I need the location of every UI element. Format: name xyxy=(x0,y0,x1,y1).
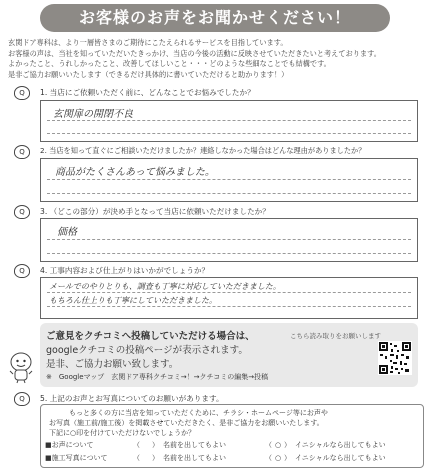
mark-name-checkbox[interactable]: （ ） xyxy=(133,454,159,462)
permission-row-photo xyxy=(45,453,419,463)
question-1-label: 1. 当店にご依頼いただく前に、どんなことでお悩みでしたか？ xyxy=(40,88,255,97)
question-icon: Q xyxy=(14,205,30,219)
photo-permission-box xyxy=(40,404,424,468)
ruled-line xyxy=(47,193,411,194)
page-title: お客様のお声をお聞かせください！ xyxy=(40,4,390,32)
row-label: ■施工写真について xyxy=(45,454,108,462)
row-label: ■お声について xyxy=(45,441,94,449)
answer-box-1 xyxy=(40,100,418,142)
answer-box-4 xyxy=(40,277,418,319)
answer-4-text-line2: もちろん仕上りも丁寧にしていただきました。 xyxy=(49,296,217,305)
ruled-line xyxy=(47,253,411,254)
answer-box-2 xyxy=(40,158,418,202)
permission-row-voice xyxy=(45,440,419,450)
q5-body-line3: 下記に○印を付けていただけないでしょうか？ xyxy=(49,429,196,437)
intro-text xyxy=(8,38,423,80)
intro-line: 玄関ドア専科は、より一層皆さまのご期待にこたえられるサービスを目指しています。 xyxy=(8,38,288,47)
review-line1: ご意見をクチコミへ投稿していただける場合は、 xyxy=(46,331,255,342)
ruled-line xyxy=(47,133,411,134)
q5-body-line1: もっと多くの方に当店を知っていただくために、チラシ・ホームページ等にお声や xyxy=(69,409,328,417)
review-line4: ※ Googleマップ 玄関ドア専科クチコミ→！→クチコミの編集→投稿 xyxy=(46,373,269,381)
option-name-ok: 名前を出してもよい xyxy=(163,454,226,462)
ruled-line xyxy=(47,306,411,307)
mark-name-checkbox[interactable]: （ ） xyxy=(133,441,159,449)
question-icon: Q xyxy=(14,264,30,278)
question-5-label: 5. 上記のお声とお写真についてのお願いがあります。 xyxy=(40,394,224,403)
option-initial-ok: イニシャルなら出してもよい xyxy=(295,441,386,449)
qr-code-graphic xyxy=(378,341,412,375)
qr-code-icon[interactable] xyxy=(378,341,412,379)
mascot-icon xyxy=(8,350,34,384)
answer-box-3 xyxy=(40,218,418,262)
review-line2: googleクチコミの投稿ページが表示されます。 xyxy=(46,345,248,356)
review-scan-note: こちら読み取りをお願いします xyxy=(290,332,381,340)
ruled-line xyxy=(47,292,411,293)
review-box xyxy=(40,323,418,387)
answer-4-text-line1: メールでのやりとりも、調査も丁寧に対応していただきました。 xyxy=(49,282,281,291)
ruled-line xyxy=(47,179,411,180)
intro-line: よかったこと、うれしかったこと、改善してほしいこと・・・どのような些細なことでも結構です。 xyxy=(8,59,331,68)
question-icon: Q xyxy=(14,392,30,406)
mark-initial-checkbox[interactable]: （ ○ ） xyxy=(265,441,291,449)
question-2-label: 2. 当店を知って直ぐにご相談いただけましたか？連絡しなかった場合はどんな理由がありましたか？ xyxy=(40,146,366,155)
ruled-line xyxy=(47,239,411,240)
q5-body-line2: お写真（施工前/施工後）を掲載させていただきたく、是非ご協力をお願いいたします。 xyxy=(49,419,324,427)
question-icon: Q xyxy=(14,145,30,159)
question-4-label: 4. 工事内容および仕上がりはいかがでしょうか？ xyxy=(40,266,210,275)
answer-3-text: 価格 xyxy=(57,227,77,238)
question-3-label: 3. （どこの部分）が決め手となって当店に依頼いただけましたか？ xyxy=(40,207,270,216)
answer-1-text: 玄関扉の開閉不良 xyxy=(53,109,133,120)
option-initial-ok: イニシャルなら出してもよい xyxy=(295,454,386,462)
option-name-ok: 名前を出してもよい xyxy=(163,441,226,449)
question-icon: Q xyxy=(14,86,30,100)
ruled-line xyxy=(47,120,411,121)
intro-line: 是非ご協力お願いいたします（できるだけ具体的に書いていただけると助かります！） xyxy=(8,69,289,79)
review-line3: 是非、ご協力お願い致します。 xyxy=(46,359,179,370)
mark-initial-checkbox[interactable]: （ ○ ） xyxy=(265,454,291,462)
intro-line: お客様の声は、当社を知っていただいたきっかけ、当店の今後の活動に反映させていただきたいと考えております。 xyxy=(8,48,381,58)
answer-2-text: 商品がたくさんあって悩みました。 xyxy=(55,167,215,178)
